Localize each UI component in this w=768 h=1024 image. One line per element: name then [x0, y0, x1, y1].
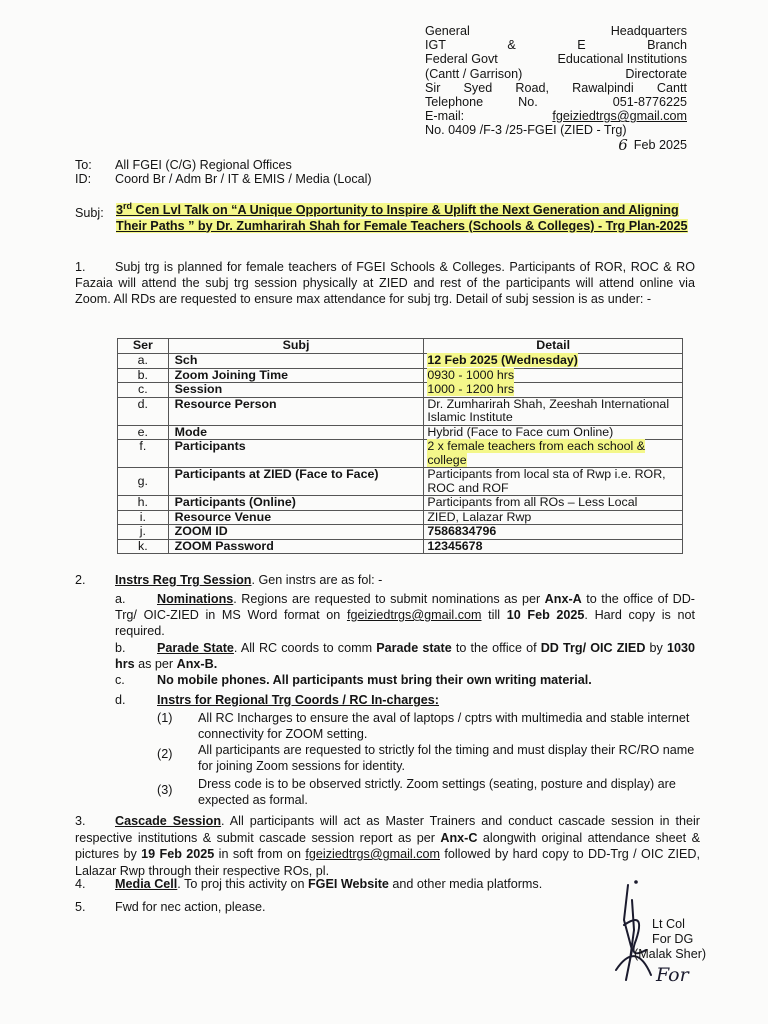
letterhead-text: Cantt	[656, 80, 687, 95]
detail-cell	[424, 440, 683, 468]
instruction-c	[115, 672, 705, 688]
paragraph-2	[75, 573, 700, 588]
subj-cell: Participants (Online)	[168, 496, 424, 511]
sub-para-text: No mobile phones. All participants must bring their own writing material.	[157, 673, 592, 687]
sub-para-number: d.	[115, 693, 126, 707]
sub-para-title: Nominations	[157, 592, 234, 606]
letterhead-text: E	[577, 38, 586, 53]
sub-para-title: Instrs for Regional Trg Coords / RC In-charges:	[157, 693, 439, 707]
letterhead-text: Branch	[647, 38, 687, 53]
detail-cell: ZIED, Lalazar Rwp	[424, 510, 683, 525]
instruction-a	[115, 591, 695, 639]
para-title: Cascade Session	[115, 814, 222, 828]
para-text: Fwd for nec action, please.	[115, 900, 266, 914]
sub-para-title: Parade State	[157, 641, 234, 655]
date-day: 6	[618, 135, 628, 154]
signature-block	[634, 917, 707, 962]
para-text: . All participants will act as Master Trainers and conduct cascade session in their respective institutions & submit cascade session report as per	[75, 814, 700, 845]
column-header: Subj	[168, 339, 424, 354]
sub-para-number: b.	[115, 641, 126, 655]
subject-ordinal-suffix: rd	[123, 200, 133, 211]
schedule-date: 12 Feb 2025 (Wednesday)	[427, 353, 578, 367]
sub-para-number: a.	[115, 592, 126, 606]
ser-cell: k.	[118, 539, 169, 554]
bold-text: FGEI Website	[307, 877, 389, 891]
subj-cell: Participants	[168, 440, 424, 468]
para-title: Media Cell	[115, 877, 178, 891]
letterhead	[425, 24, 687, 154]
letterhead-line-5	[425, 81, 687, 95]
id-value: Coord Br / Adm Br / IT & EMIS / Media (Local)	[115, 172, 372, 186]
ser-cell: b.	[118, 368, 169, 383]
annex-ref: Anx-C	[440, 830, 478, 845]
zoom-password-value: 12345678	[424, 539, 683, 554]
letterhead-text: &	[507, 38, 516, 53]
deadline-date: 10 Feb 2025	[506, 608, 585, 622]
letter-date	[425, 135, 687, 154]
letterhead-text: (Cantt / Garrison)	[425, 66, 523, 81]
table-row	[118, 468, 683, 496]
table-row	[118, 354, 683, 369]
para-text: alongwith original attendance sheet & pictures by	[75, 830, 700, 861]
para-number: 3.	[75, 814, 86, 828]
email-link[interactable]: fgeiziedtrgs@gmail.com	[346, 608, 482, 622]
letterhead-text: Federal Govt	[425, 52, 498, 67]
to-value: All FGEI (C/G) Regional Offices	[115, 158, 292, 172]
subject-ordinal: 3	[116, 203, 124, 217]
sub-para-text: as per	[134, 657, 177, 671]
subj-cell: ZOOM Password	[168, 539, 424, 554]
subj-cell: Zoom Joining Time	[168, 368, 424, 383]
detail-cell	[424, 354, 683, 369]
detail-cell	[424, 383, 683, 398]
letterhead-text: Sir	[425, 80, 441, 95]
detail-cell: Participants from local sta of Rwp i.e. ROR, ROC and ROF	[424, 468, 683, 496]
table-row	[118, 397, 683, 425]
item-number: (2)	[157, 747, 173, 761]
ser-cell: g.	[118, 468, 169, 496]
sub-para-number: c.	[115, 673, 125, 687]
sub-para-text: . Regions are requested to submit nominations as per	[233, 592, 545, 606]
item-number: (1)	[157, 711, 173, 725]
ser-cell: c.	[118, 383, 169, 398]
item-text: All RC Incharges to ensure the aval of laptops / cptrs with multimedia and stable internet connectivity for ZOOM setting.	[198, 711, 690, 741]
item-text: All participants are requested to strictly fol the timing and must display their RC/RO name for joining Zoom sessions for identity.	[198, 743, 695, 773]
sub-para-text: by	[645, 641, 667, 655]
subject-title: Cen Lvl Talk on “A Unique Opportunity to Inspire & Uplift the Next Generation and Aligning Their Paths ” by Dr. Zumharirah Shah for Female Teachers (Schools & Colleges) - Trg Plan-2025	[116, 203, 688, 233]
ser-cell: i.	[118, 510, 169, 525]
subj-cell: Resource Venue	[168, 510, 424, 525]
zoom-id-value: 7586834796	[424, 525, 683, 540]
para-text: . To proj this activity on	[177, 877, 308, 891]
letterhead-line-7	[425, 109, 687, 123]
letterhead-line-6	[425, 95, 687, 109]
addressee-block	[75, 158, 372, 186]
sub-para-text: . All RC coords to comm	[233, 641, 377, 655]
instruction-d2	[157, 742, 697, 774]
para-text: . Gen instrs are as fol: -	[251, 573, 383, 587]
table-row	[118, 368, 683, 383]
item-text: Dress code is to be observed strictly. Zoom settings (seating, posture and display) are expected as formal.	[198, 777, 676, 807]
paragraph-1	[75, 259, 695, 307]
letterhead-text: Road,	[515, 80, 549, 95]
instruction-d1	[157, 710, 697, 742]
para-number: 5.	[75, 900, 86, 914]
letterhead-text: Telephone	[425, 94, 484, 109]
ser-cell: h.	[118, 496, 169, 511]
letterhead-text: Syed	[463, 80, 493, 95]
letterhead-line-3	[425, 52, 687, 66]
table-row	[118, 440, 683, 468]
ser-cell: e.	[118, 425, 169, 440]
letterhead-text: IGT	[425, 38, 446, 53]
instruction-b	[115, 640, 695, 672]
sub-para-text: till	[481, 608, 507, 622]
table-row	[118, 539, 683, 554]
ser-cell: j.	[118, 525, 169, 540]
letterhead-text: General	[425, 24, 470, 38]
detail-cell: Participants from all ROs – Less Local	[424, 496, 683, 511]
para-text: followed by hard copy to DD-Trg / OIC ZIED, Lalazar Rwp through their respective ROs, pl.	[75, 847, 700, 878]
letterhead-text: Rawalpindi	[572, 80, 634, 95]
subj-cell: Mode	[168, 425, 424, 440]
detail-cell: Hybrid (Face to Face cum Online)	[424, 425, 683, 440]
letterhead-text: E-mail:	[425, 109, 465, 124]
table-row	[118, 383, 683, 398]
bold-text: 1030 hrs	[115, 641, 695, 671]
annex-ref: Anx-A	[544, 592, 582, 606]
email-link[interactable]: fgeiziedtrgs@gmail.com	[305, 847, 440, 861]
ser-cell: a.	[118, 354, 169, 369]
handwritten-for: For	[656, 964, 689, 986]
letterhead-text: Directorate	[625, 66, 687, 81]
ser-cell: f.	[118, 440, 169, 468]
signatory-rank: Lt Col	[652, 917, 685, 931]
bold-text: DD Trg/ OIC ZIED	[540, 641, 646, 655]
to-row	[75, 158, 372, 172]
session-time: 1000 - 1200 hrs	[427, 382, 515, 396]
letterhead-line-2	[425, 38, 687, 52]
annex-ref: Anx-B.	[176, 657, 218, 671]
subj-cell: Participants at ZIED (Face to Face)	[168, 468, 424, 496]
column-header: Ser	[118, 339, 169, 354]
paragraph-3	[75, 813, 700, 879]
id-label: ID:	[75, 172, 92, 186]
phone-number: 051-8776225	[612, 94, 687, 109]
subj-cell: ZOOM ID	[168, 525, 424, 540]
sub-para-text: . Hard copy is not required.	[115, 608, 695, 638]
para-number: 4.	[75, 877, 86, 891]
email-link[interactable]: fgeiziedtrgs@gmail.com	[552, 109, 687, 124]
session-detail-table	[117, 338, 683, 554]
letterhead-line-4	[425, 67, 687, 81]
para-number: 2.	[75, 573, 86, 587]
ser-cell: d.	[118, 397, 169, 425]
detail-cell: Dr. Zumharirah Shah, Zeeshah International Islamic Institute	[424, 397, 683, 425]
subj-cell: Session	[168, 383, 424, 398]
to-label: To:	[75, 158, 92, 172]
signatory-for: For DG	[652, 932, 694, 946]
column-header: Detail	[424, 339, 683, 354]
letterhead-line-1	[425, 24, 687, 38]
letterhead-line-8	[425, 123, 687, 137]
letterhead-text: Headquarters	[610, 24, 687, 38]
subj-cell: Sch	[168, 354, 424, 369]
table-row	[118, 525, 683, 540]
detail-cell	[424, 368, 683, 383]
signatory-name: (Malak Sher)	[634, 947, 707, 961]
sub-para-text: to the office of DD-Trg/ OIC-ZIED in MS Word format on	[115, 592, 695, 622]
table-row	[118, 496, 683, 511]
para-text: Subj trg is planned for female teachers of FGEI Schools & Colleges. Participants of ROR, ROC & RO Fazaia will attend the subj trg session physically at ZIED and rest of the participants will attend online via Zoom. All RDs are requested to ensure max attendance for subj trg. Detail of subj session is as under: -	[75, 260, 695, 306]
joining-time: 0930 - 1000 hrs	[427, 367, 515, 382]
sub-para-text: to the office of	[451, 641, 541, 655]
table-header-row	[118, 339, 683, 354]
instruction-d3	[157, 776, 697, 808]
para-text: and other media platforms.	[388, 877, 543, 891]
bold-text: Parade state	[376, 641, 452, 655]
deadline-date: 19 Feb 2025	[141, 847, 215, 861]
table-row	[118, 425, 683, 440]
subject-text	[116, 200, 696, 234]
subject-label: Subj:	[75, 206, 104, 220]
subj-cell: Resource Person	[168, 397, 424, 425]
instruction-d	[115, 692, 705, 708]
date-month-year: Feb 2025	[633, 137, 687, 152]
participants-detail: 2 x female teachers from each school & college	[427, 439, 645, 467]
reference-number: No. 0409 /F-3 /25-FGEI (ZIED - Trg)	[425, 123, 627, 138]
letterhead-text: Educational Institutions	[557, 52, 687, 67]
para-text: in soft from on	[214, 847, 306, 861]
id-row	[75, 172, 372, 186]
letterhead-text: No.	[518, 94, 538, 109]
para-title: Instrs Reg Trg Session	[115, 573, 252, 587]
item-number: (3)	[157, 783, 173, 797]
table-row	[118, 510, 683, 525]
para-number: 1.	[75, 260, 86, 274]
